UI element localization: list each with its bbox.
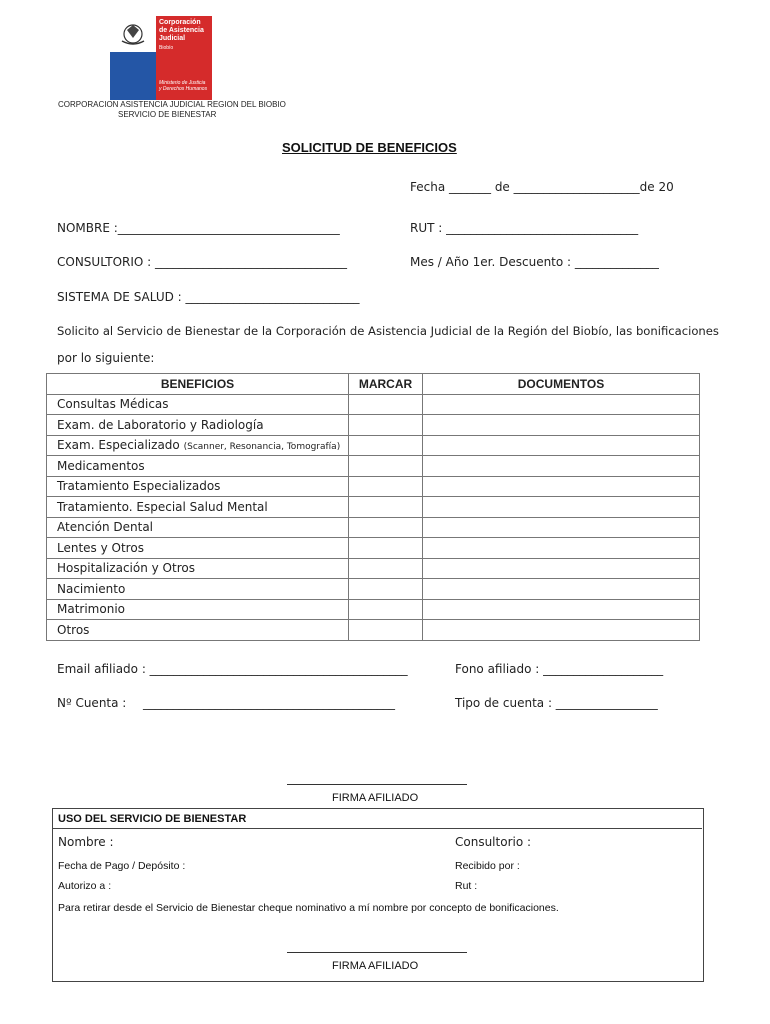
office-recibido-label: Recibido por : [455, 860, 520, 872]
benefit-label: Consultas Médicas [47, 394, 349, 415]
tipo-cuenta-field[interactable]: Tipo de cuenta : _________________ [455, 696, 658, 710]
benefit-label: Hospitalización y Otros [47, 558, 349, 579]
benefit-label: Medicamentos [47, 456, 349, 477]
benefit-label: Atención Dental [47, 517, 349, 538]
benefit-label: Matrimonio [47, 599, 349, 620]
office-retirar-text: Para retirar desde el Servicio de Bienestar cheque nominativo a mí nombre por concepto de bonificaciones. [58, 902, 559, 914]
table-row [47, 476, 700, 497]
consultorio-field[interactable]: CONSULTORIO : ________________________________ [57, 255, 348, 269]
benefit-label: Otros [47, 620, 349, 641]
marcar-cell[interactable] [349, 456, 423, 477]
table-row [47, 517, 700, 538]
table-row [47, 538, 700, 559]
fono-field[interactable]: Fono afiliado : ____________________ [455, 662, 664, 676]
marcar-cell[interactable] [349, 620, 423, 641]
documentos-cell[interactable] [423, 435, 700, 456]
office-rut-label: Rut : [455, 880, 478, 892]
benefit-label: Nacimiento [47, 579, 349, 600]
page-title: SOLICITUD DE BENEFICIOS [282, 140, 457, 155]
table-header-row [47, 374, 700, 395]
marcar-cell[interactable] [349, 579, 423, 600]
office-autorizo-label: Autorizo a : [58, 880, 112, 892]
documentos-cell[interactable] [423, 599, 700, 620]
signature-line[interactable] [287, 784, 467, 785]
marcar-cell[interactable] [349, 435, 423, 456]
marcar-cell[interactable] [349, 497, 423, 518]
table-row [47, 599, 700, 620]
benefit-label: Tratamiento Especializados [47, 476, 349, 497]
documentos-cell[interactable] [423, 579, 700, 600]
logo-region: Biobío [159, 45, 174, 51]
email-field[interactable]: Email afiliado : ___________________________________________ [57, 662, 408, 676]
office-fecha-pago-label: Fecha de Pago / Depósito : [58, 860, 186, 872]
table-row [47, 415, 700, 436]
table-row [47, 558, 700, 579]
documentos-cell[interactable] [423, 558, 700, 579]
table-row [47, 456, 700, 477]
fecha-field[interactable]: Fecha _______ de _____________________de 20 [410, 180, 674, 194]
office-signature-line[interactable] [287, 952, 467, 953]
coat-of-arms-icon [118, 21, 148, 47]
documentos-cell[interactable] [423, 538, 700, 559]
marcar-cell[interactable] [349, 599, 423, 620]
benefit-label: Exam. de Laboratorio y Radiología [47, 415, 349, 436]
benefit-label: Exam. Especializado [57, 438, 180, 453]
header-marcar: MARCAR [349, 374, 423, 395]
logo-ministry: Ministerio de Justicia y Derechos Humanos [159, 80, 208, 92]
marcar-cell[interactable] [349, 517, 423, 538]
marcar-cell[interactable] [349, 415, 423, 436]
cuenta-field[interactable]: __________________________________________ [143, 696, 395, 710]
documentos-cell[interactable] [423, 517, 700, 538]
table-row [47, 620, 700, 641]
documentos-cell[interactable] [423, 620, 700, 641]
mes-ano-field[interactable]: Mes / Año 1er. Descuento : ______________ [410, 255, 659, 269]
cuenta-label: Nº Cuenta : [57, 696, 127, 710]
org-line-1: CORPORACION ASISTENCIA JUDICIAL REGION DEL BIOBIO [58, 100, 286, 109]
office-use-box [52, 808, 704, 982]
benefit-label: Tratamiento. Especial Salud Mental [47, 497, 349, 518]
marcar-cell[interactable] [349, 538, 423, 559]
rut-field[interactable]: RUT : ________________________________ [410, 221, 639, 235]
org-line-2: SERVICIO DE BIENESTAR [118, 110, 217, 119]
office-consultorio-label: Consultorio : [455, 835, 532, 849]
solicito-text: Solicito al Servicio de Bienestar de la Corporación de Asistencia Judicial de la Región del Biobío, las bonificaciones [57, 324, 719, 338]
table-row [47, 497, 700, 518]
documentos-cell[interactable] [423, 394, 700, 415]
documentos-cell[interactable] [423, 456, 700, 477]
office-signature-label: FIRMA AFILIADO [332, 960, 419, 972]
office-nombre-label: Nombre : [58, 835, 114, 849]
table-row [47, 394, 700, 415]
header-beneficios: BENEFICIOS [47, 374, 349, 395]
header-documentos: DOCUMENTOS [423, 374, 700, 395]
sistema-salud-field[interactable]: SISTEMA DE SALUD : _____________________________ [57, 290, 360, 304]
corporation-logo [110, 16, 212, 100]
office-title: USO DEL SERVICIO DE BIENESTAR [58, 813, 247, 825]
marcar-cell[interactable] [349, 558, 423, 579]
documentos-cell[interactable] [423, 415, 700, 436]
logo-red-block [156, 16, 212, 100]
benefit-label: Lentes y Otros [47, 538, 349, 559]
solicito-text-2: por lo siguiente: [57, 351, 155, 365]
signature-label: FIRMA AFILIADO [332, 792, 419, 804]
marcar-cell[interactable] [349, 476, 423, 497]
nombre-field[interactable]: NOMBRE :_____________________________________ [57, 221, 340, 235]
marcar-cell[interactable] [349, 394, 423, 415]
documentos-cell[interactable] [423, 497, 700, 518]
table-row [47, 435, 700, 456]
benefit-label-cell [47, 435, 349, 456]
benefit-note: (Scanner, Resonancia, Tomografía) [183, 442, 341, 453]
documentos-cell[interactable] [423, 476, 700, 497]
benefits-table [46, 373, 700, 641]
table-row [47, 579, 700, 600]
logo-text: Corporación de Asistencia Judicial [159, 19, 204, 42]
